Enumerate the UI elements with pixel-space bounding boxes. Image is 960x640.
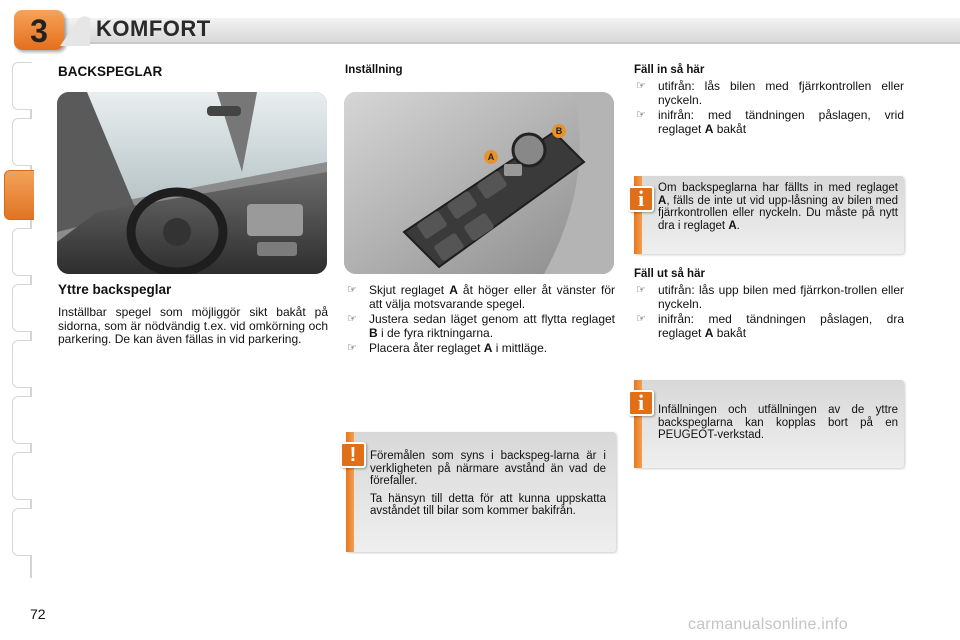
pointing-hand-icon: ☞ — [347, 342, 357, 354]
pointing-hand-icon: ☞ — [347, 284, 357, 296]
callout-a: A — [484, 150, 498, 164]
pointing-hand-icon: ☞ — [636, 80, 646, 92]
pointing-hand-icon: ☞ — [636, 313, 646, 325]
chapter-tab[interactable] — [12, 284, 32, 332]
fold-in-heading: Fäll in så här — [634, 64, 705, 76]
info-text-2: Infällningen och utfällningen av de yttre backspeglarna kan kopplas bort på en PEUGEOT-verkstad. — [658, 404, 898, 441]
info-icon: i — [628, 186, 654, 212]
warning-text-2: Ta hänsyn till detta för att kunna uppskatta avståndet till bilar som kommer bakifrån. — [370, 492, 606, 517]
chapter-tab[interactable] — [12, 396, 32, 444]
adjustment-heading: Inställning — [345, 64, 403, 76]
callout-b: B — [552, 124, 566, 138]
chapter-tab[interactable] — [12, 62, 32, 110]
pointing-hand-icon: ☞ — [347, 313, 357, 325]
pointing-hand-icon: ☞ — [636, 109, 646, 121]
chapter-tab-rail — [0, 62, 36, 580]
chapter-tab[interactable] — [12, 508, 32, 556]
chapter-tab[interactable] — [12, 118, 32, 166]
car-interior-photo — [57, 92, 327, 274]
info-box-1 — [634, 176, 904, 254]
list-item: ☞ utifrån: lås upp bilen med fjärrkon-trollen eller nyckeln. — [636, 283, 904, 311]
fold-out-heading: Fäll ut så här — [634, 268, 705, 280]
adjustment-steps — [345, 284, 615, 358]
subsection-heading: Yttre backspeglar — [58, 282, 172, 297]
mirror-control-photo — [344, 92, 614, 274]
pointing-hand-icon: ☞ — [636, 284, 646, 296]
chapter-number: 3 — [30, 13, 48, 49]
list-item: ☞ Skjut reglaget A åt höger eller åt vänster för att välja motsvarande spegel. — [347, 283, 615, 311]
list-item: ☞ inifrån: med tändningen påslagen, vrid reglaget A bakåt — [636, 108, 904, 136]
list-item: ☞ Justera sedan läget genom att flytta reglaget B i de fyra riktningarna. — [347, 312, 615, 340]
warning-text-1: Föremålen som syns i backspeg-larna är i verkligheten på närmare avstånd än vad de förefaller. — [370, 450, 606, 487]
chapter-tab[interactable] — [12, 452, 32, 500]
info-text-1: Om backspeglarna har fällts in med reglaget A, fälls de inte ut vid upp-låsning av bilen med fjärrkontrollen eller nyckeln. Du måste på nytt dra i reglaget A. — [658, 182, 898, 232]
section-heading: BACKSPEGLAR — [58, 64, 163, 79]
fold-out-steps — [634, 284, 904, 342]
header-swoosh — [60, 12, 92, 46]
chapter-tab-active[interactable] — [4, 170, 34, 220]
page-number: 72 — [30, 606, 46, 622]
warning-icon: ! — [340, 442, 366, 468]
fold-in-steps — [634, 80, 904, 138]
chapter-title: KOMFORT — [96, 16, 211, 41]
car-interior-illustration — [57, 92, 327, 274]
intro-paragraph: Inställbar spegel som möjliggör sikt bakåt på sidorna, som är nödvändig t.ex. vid omkörning och parkering. De kan även fällas in vid parkering. — [58, 305, 328, 346]
chapter-badge — [14, 10, 64, 50]
chapter-tab[interactable] — [12, 340, 32, 388]
chapter-tab[interactable] — [12, 228, 32, 276]
list-item: ☞ inifrån: med tändningen påslagen, dra reglaget A bakåt — [636, 312, 904, 340]
info-box-2 — [634, 380, 904, 468]
door-panel-illustration — [344, 92, 614, 274]
page-header — [0, 0, 960, 50]
warning-box — [346, 432, 616, 552]
list-item: ☞ Placera åter reglaget A i mittläge. — [347, 341, 548, 355]
watermark: carmanualsonline.info — [688, 616, 848, 633]
list-item: ☞ utifrån: lås bilen med fjärrkontrollen eller nyckeln. — [636, 79, 904, 107]
info-icon: i — [628, 390, 654, 416]
